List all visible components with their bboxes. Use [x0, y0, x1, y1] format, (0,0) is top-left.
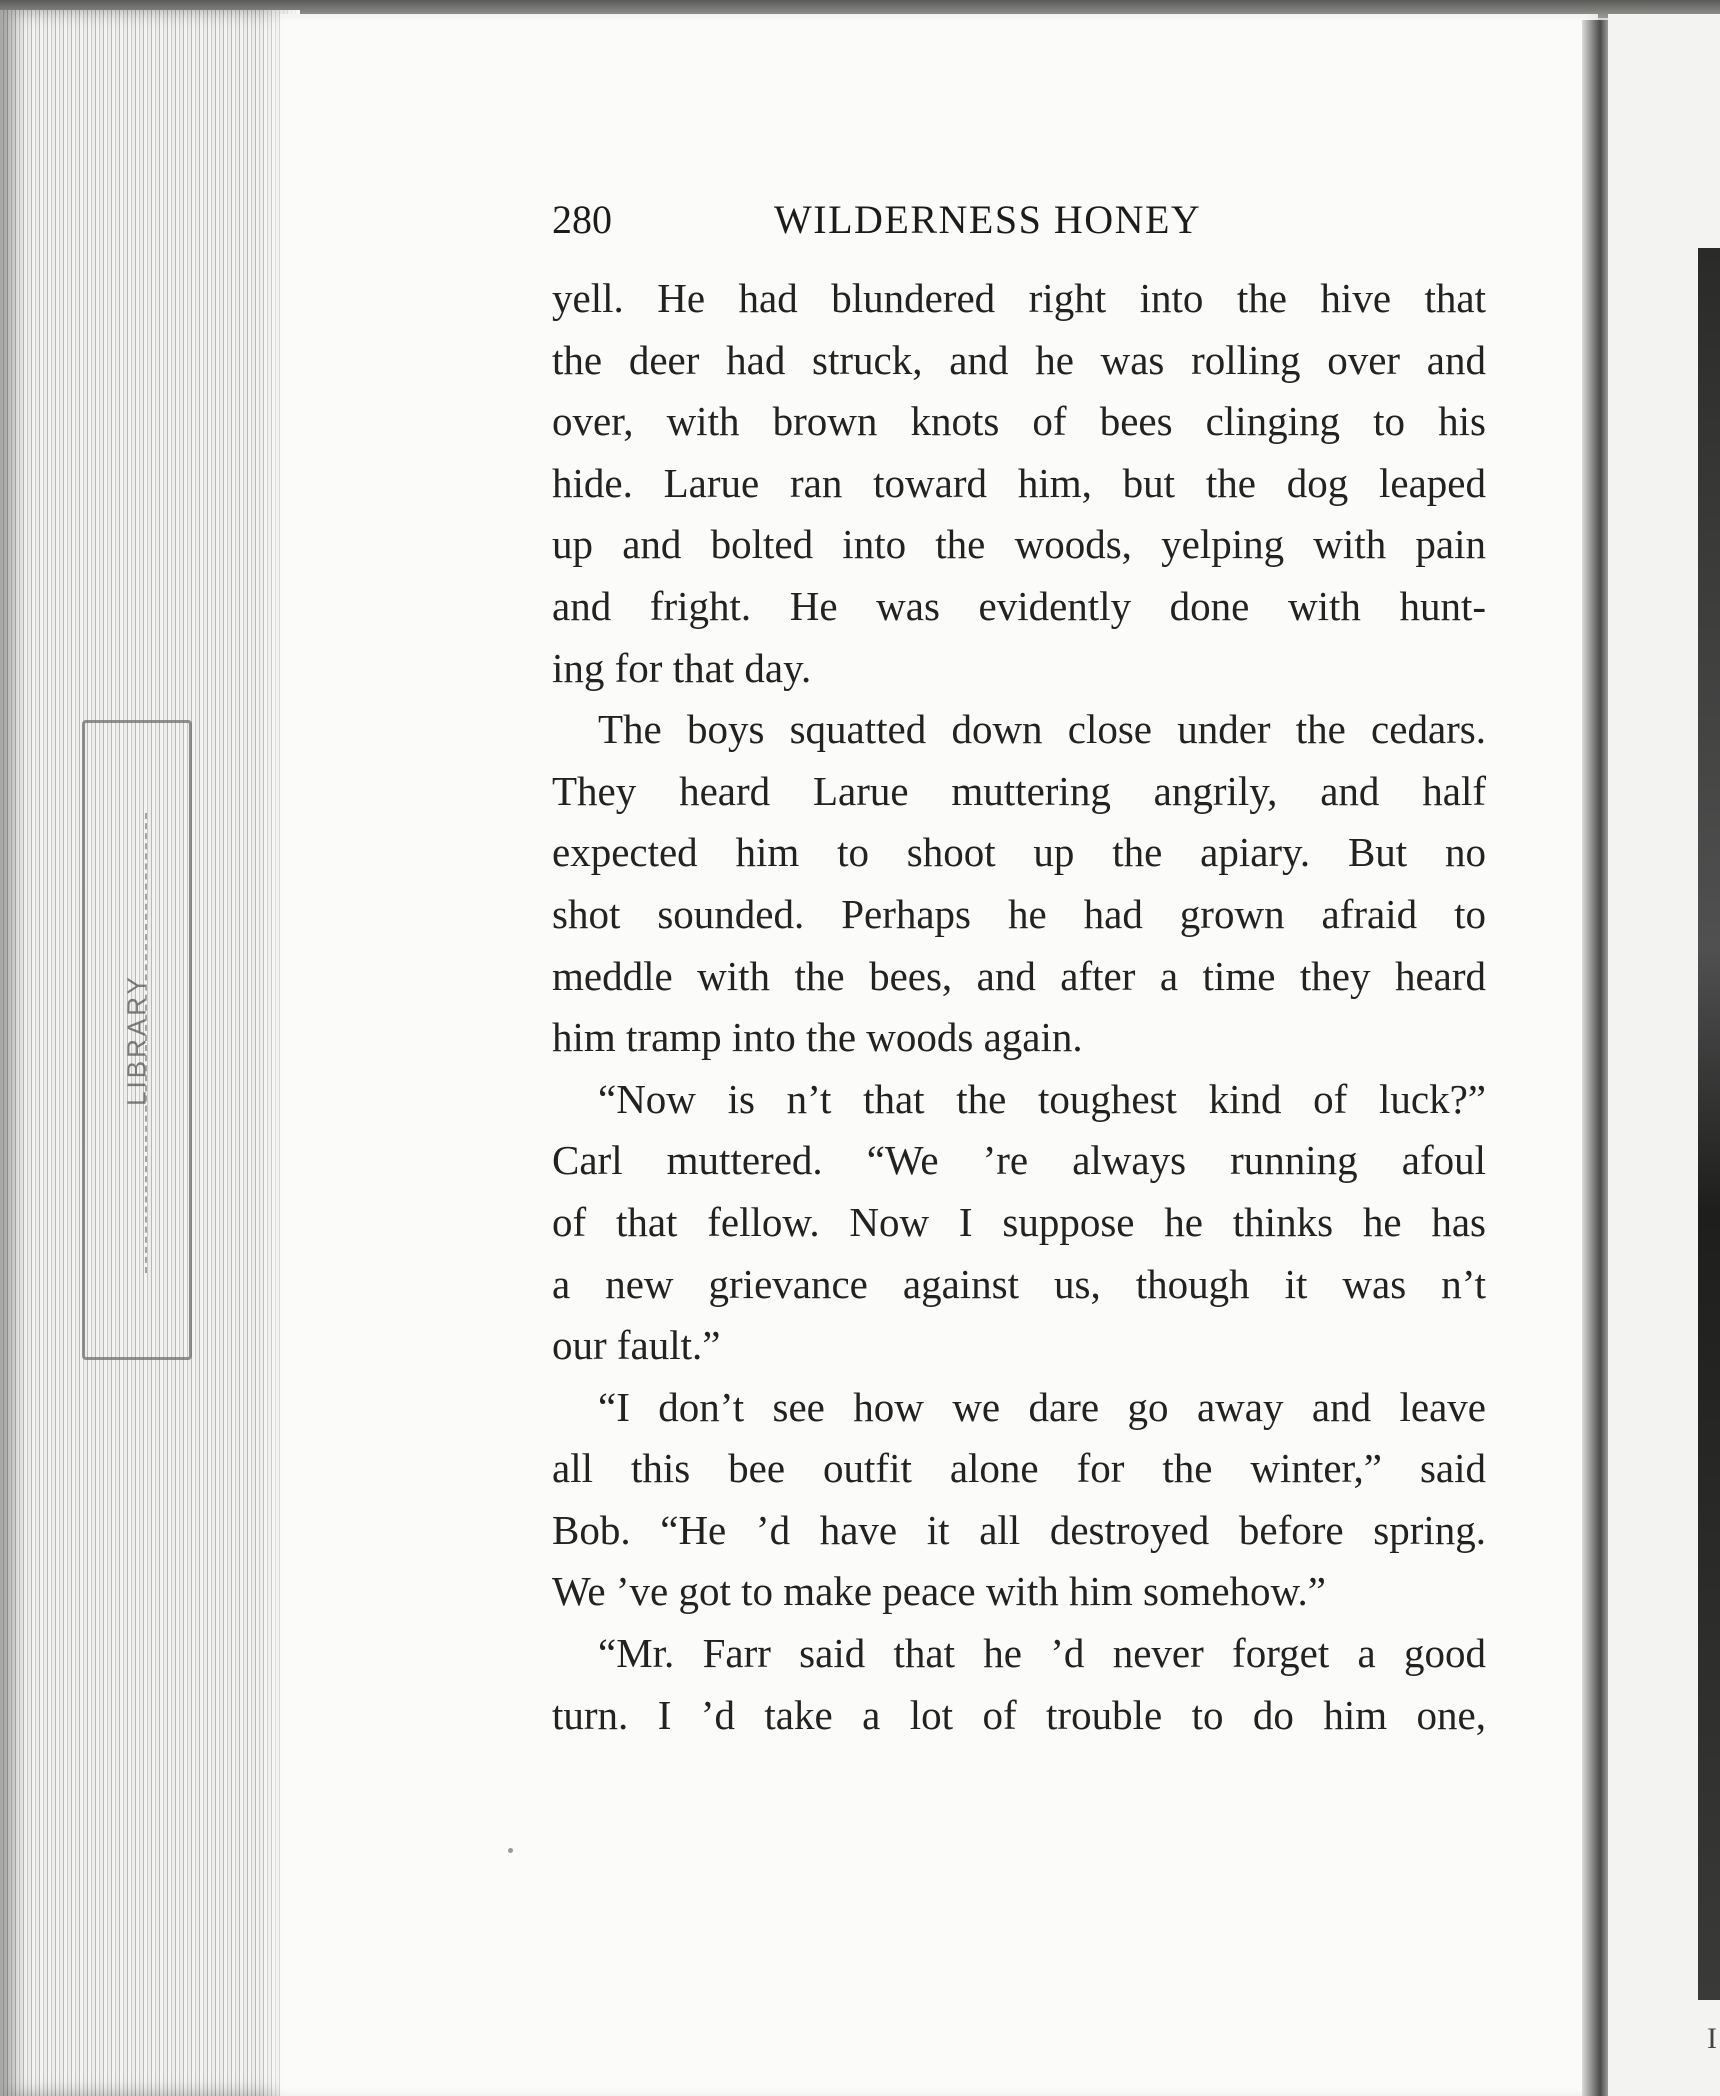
text-line: and fright. He was evidently done with hunt- — [552, 582, 1486, 629]
page-header — [552, 196, 1482, 256]
body-text — [552, 268, 1486, 1746]
text-line: turn. I ’d take a lot of trouble to do him one, — [552, 1691, 1486, 1738]
facing-page-letter: I — [1707, 2022, 1717, 2055]
text-line: “I don’t see how we dare go away and leave — [598, 1383, 1486, 1430]
text-line: meddle with the bees, and after a time they heard — [552, 952, 1486, 999]
text-line: expected him to shoot up the apiary. But no — [552, 829, 1486, 876]
facing-page-plate — [1698, 248, 1720, 2000]
text-line: Bob. “He ’d have it all destroyed before spring. — [552, 1506, 1486, 1553]
text-line: a new grievance against us, though it was n’t — [552, 1260, 1486, 1307]
text-line: ing for that day. — [552, 644, 812, 691]
text-line: yell. He had blundered right into the hive that — [552, 275, 1486, 321]
library-stamp — [82, 720, 192, 1360]
text-line: over, with brown knots of bees clinging to his — [552, 398, 1486, 445]
text-line: The boys squatted down close under the cedars. — [598, 706, 1486, 753]
page-number: 280 — [552, 197, 612, 242]
text-line: They heard Larue muttering angrily, and half — [552, 767, 1486, 814]
text-line: Carl muttered. “We ’re always running afoul — [552, 1137, 1486, 1184]
stamp-label: LIBRARY — [121, 974, 152, 1106]
book-gutter — [1582, 20, 1608, 2096]
text-line: “Mr. Farr said that he ’d never forget a good — [598, 1630, 1486, 1677]
text-line: of that fellow. Now I suppose he thinks he has — [552, 1198, 1486, 1245]
text-line: our fault.” — [552, 1322, 721, 1369]
text-line: We ’ve got to make peace with him somehow.” — [552, 1568, 1326, 1615]
text-line: shot sounded. Perhaps he had grown afraid to — [552, 890, 1486, 937]
text-line: all this bee outfit alone for the winter,” said — [552, 1445, 1486, 1492]
text-line: up and bolted into the woods, yelping with pain — [552, 521, 1486, 568]
scan-speck — [508, 1848, 513, 1853]
text-line: hide. Larue ran toward him, but the dog leaped — [552, 459, 1486, 506]
running-title: WILDERNESS HONEY — [774, 197, 1202, 242]
text-line: the deer had struck, and he was rolling over and — [552, 336, 1486, 383]
text-line: “Now is n’t that the toughest kind of luck?” — [598, 1075, 1486, 1122]
text-line: him tramp into the woods again. — [552, 1014, 1083, 1061]
